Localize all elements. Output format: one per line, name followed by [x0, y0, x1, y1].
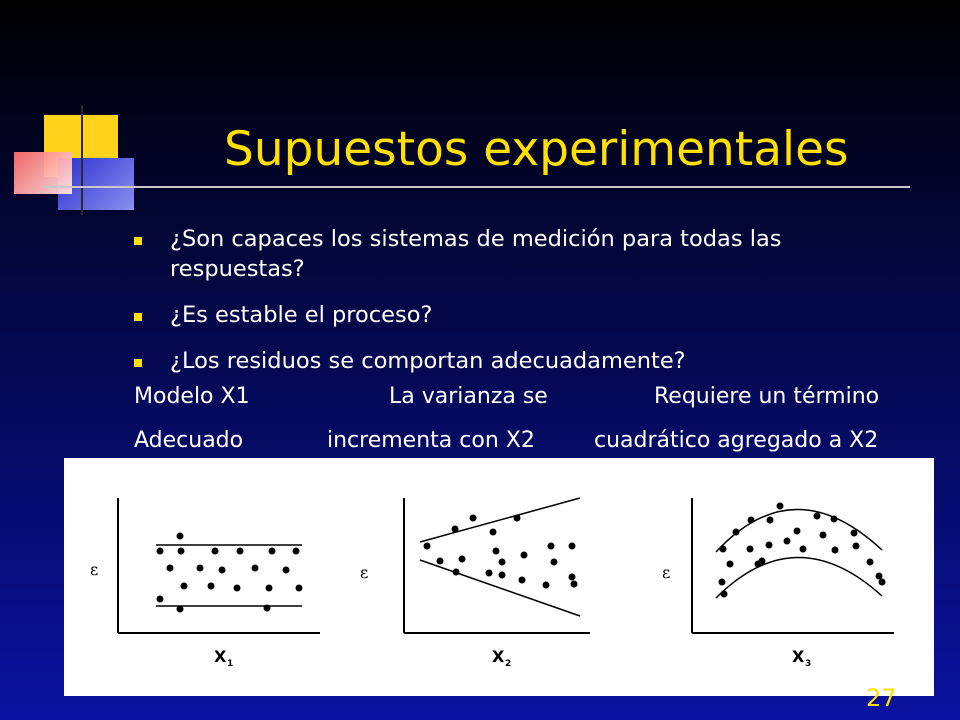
plot3-points: [719, 503, 886, 598]
residual-plots-figure: [64, 458, 934, 696]
residual-plot-2: [360, 498, 590, 669]
caption-variance: La varianza se: [389, 384, 548, 409]
residual-plot-1: [90, 498, 320, 669]
bullet-item: [134, 346, 914, 376]
caption-adequate: Adecuado: [134, 428, 244, 453]
plot3-ylabel: ε: [662, 563, 671, 582]
caption-increases: incrementa con X2: [327, 428, 535, 453]
plot3-lower-curve: [716, 557, 882, 598]
plot2-xlabel: X: [492, 647, 505, 666]
plot2-xlabel-subscript: 2: [505, 659, 512, 669]
bullet-text: ¿Son capaces los sistemas de medición para todas las respuestas?: [170, 226, 782, 282]
residual-plot-3: [662, 498, 894, 669]
caption-quadratic: cuadrático agregado a X2: [594, 428, 879, 453]
slide-title: Supuestos experimentales: [224, 122, 849, 177]
decor-vertical-line: [81, 105, 83, 215]
bullet-square-icon: [134, 359, 142, 367]
plot3-xlabel-subscript: 3: [805, 659, 812, 669]
plot3-xlabel: X: [792, 647, 805, 666]
plot2-ylabel: ε: [360, 563, 369, 582]
page-number: 27: [866, 684, 897, 712]
bullet-item: [134, 300, 914, 330]
bullet-text: ¿Los residuos se comportan adecuadamente?: [170, 348, 686, 374]
bullet-item: [134, 224, 914, 284]
plot1-ylabel: ε: [90, 560, 99, 579]
caption-row-2: [134, 428, 926, 462]
plot2-points: [424, 515, 578, 589]
bullet-square-icon: [134, 313, 142, 321]
plot1-xlabel-subscript: 1: [227, 659, 234, 669]
caption-row-1: [134, 384, 926, 418]
plot1-xlabel: X: [214, 647, 227, 666]
caption-requires-term: Requiere un término: [654, 384, 880, 409]
caption-model-x1: Modelo X1: [134, 384, 250, 409]
plot2-lower-bound: [420, 560, 580, 616]
plot2-upper-bound: [420, 498, 580, 542]
bullet-list: [134, 224, 914, 392]
residual-plots-panel: [64, 458, 934, 696]
bullet-square-icon: [134, 237, 142, 245]
bullet-text: ¿Es estable el proceso?: [170, 302, 433, 328]
title-underline: [44, 186, 910, 188]
